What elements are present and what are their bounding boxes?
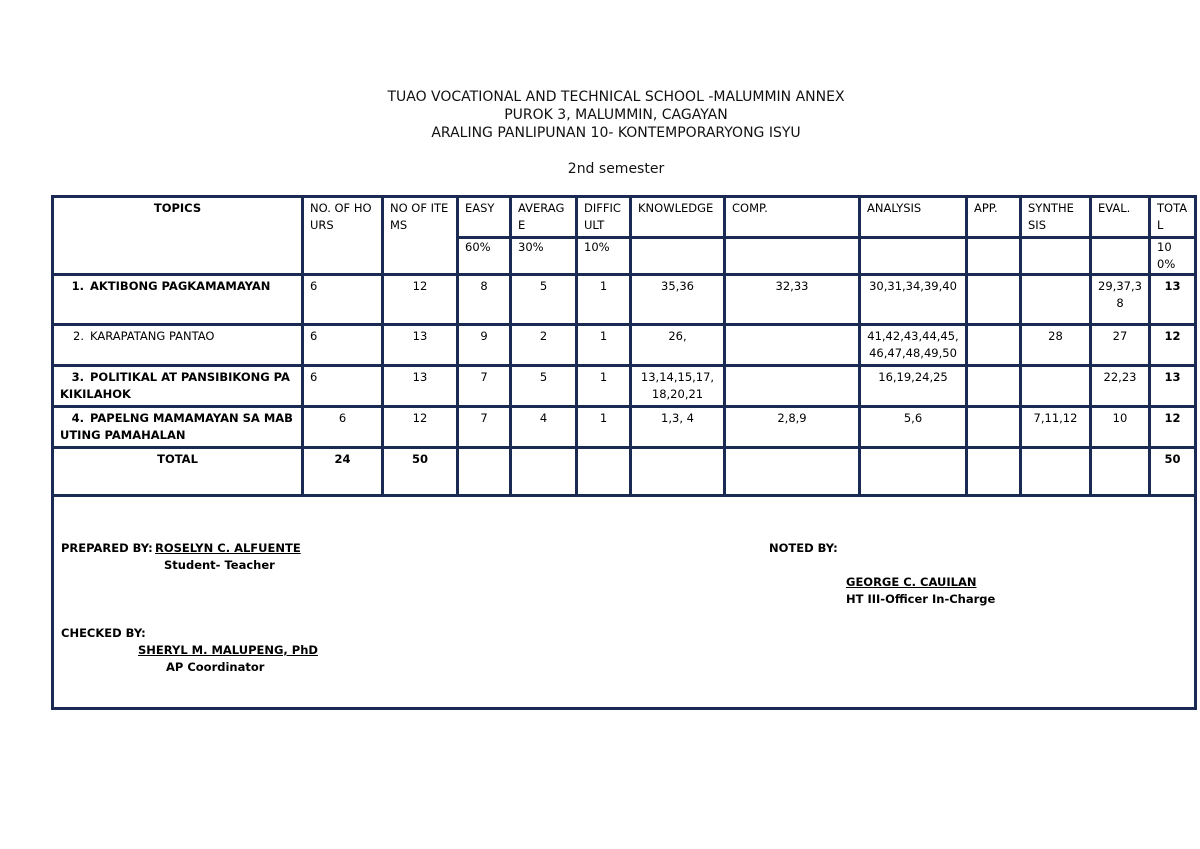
header-row (53, 197, 1196, 238)
semester-label: 2nd semester (567, 161, 665, 177)
col-header-difficult: DIFFIC ULT (577, 197, 631, 238)
empty-cell (631, 448, 725, 496)
topic-cell (53, 275, 303, 325)
noted-by-name: GEORGE C. CAUILAN (846, 575, 977, 589)
average-cell: 2 (511, 325, 577, 366)
hours-cell: 6 (303, 275, 383, 325)
empty-cell (1091, 448, 1150, 496)
synthesis-cell (1021, 366, 1091, 407)
analysis-cell: 30,31,34,39,40 (860, 275, 967, 325)
pct-comp (725, 238, 860, 275)
topic-cell (53, 325, 303, 366)
easy-cell: 7 (458, 407, 511, 448)
items-cell: 13 (383, 325, 458, 366)
col-header-easy: EASY (458, 197, 511, 238)
topic-name: POLITIKAL AT PANSIBIKONG PAKIKILAHOK (60, 370, 290, 401)
col-header-hours: NO. OF HOURS (303, 197, 383, 275)
col-header-total: TOTA L (1150, 197, 1196, 238)
prepared-by-label: PREPARED BY: (61, 541, 153, 555)
topic-name: KARAPATANG PANTAO (90, 329, 215, 343)
col-header-comp: COMP. (725, 197, 860, 238)
empty-cell (1021, 448, 1091, 496)
pct-average: 30% (511, 238, 577, 275)
pct-knowledge (631, 238, 725, 275)
empty-cell (577, 448, 631, 496)
totals-items: 50 (383, 448, 458, 496)
table-row (53, 325, 1196, 366)
col-header-analysis: ANALYSIS (860, 197, 967, 238)
items-cell: 12 (383, 275, 458, 325)
difficult-cell: 1 (577, 325, 631, 366)
school-name: TUAO VOCATIONAL AND TECHNICAL SCHOOL -MALUMMIN ANNEX (387, 89, 845, 105)
totals-total: 50 (1150, 448, 1196, 496)
synthesis-cell: 28 (1021, 325, 1091, 366)
checked-by-label: CHECKED BY: (61, 626, 146, 640)
table-of-specifications (51, 195, 1197, 710)
topic-name: AKTIBONG PAGKAMAMAYAN (90, 279, 271, 293)
difficult-cell: 1 (577, 407, 631, 448)
items-cell: 12 (383, 407, 458, 448)
synthesis-cell: 7,11,12 (1021, 407, 1091, 448)
prepared-by-role: Student- Teacher (164, 558, 275, 572)
average-cell: 5 (511, 275, 577, 325)
col-header-eval: EVAL. (1091, 197, 1150, 238)
totals-row (53, 448, 1196, 496)
pct-easy: 60% (458, 238, 511, 275)
subject-title: ARALING PANLIPUNAN 10- KONTEMPORARYONG ISYU (431, 125, 801, 141)
signature-block (54, 497, 1194, 707)
knowledge-cell: 13,14,15,17, 18,20,21 (631, 366, 725, 407)
comp-cell (725, 325, 860, 366)
comp-cell: 2,8,9 (725, 407, 860, 448)
pct-total: 100% (1150, 238, 1196, 275)
analysis-cell: 5,6 (860, 407, 967, 448)
app-cell (967, 366, 1021, 407)
table-row (53, 366, 1196, 407)
total-cell: 13 (1150, 275, 1196, 325)
signature-row (53, 496, 1196, 709)
app-cell (967, 325, 1021, 366)
knowledge-cell: 26, (631, 325, 725, 366)
topic-number: 3. (71, 370, 84, 384)
pct-app (967, 238, 1021, 275)
eval-cell: 29,37,3 8 (1091, 275, 1150, 325)
difficult-cell: 1 (577, 275, 631, 325)
prepared-by-name: ROSELYN C. ALFUENTE (155, 541, 301, 555)
pct-difficult: 10% (577, 238, 631, 275)
totals-hours: 24 (303, 448, 383, 496)
empty-cell (511, 448, 577, 496)
eval-cell: 10 (1091, 407, 1150, 448)
knowledge-cell: 35,36 (631, 275, 725, 325)
pct-analysis (860, 238, 967, 275)
document-header (0, 88, 1200, 178)
table-row (53, 275, 1196, 325)
empty-cell (860, 448, 967, 496)
easy-cell: 8 (458, 275, 511, 325)
topic-name: PAPELNG MAMAMAYAN SA MABUTING PAMAHALAN (60, 411, 293, 442)
eval-cell: 27 (1091, 325, 1150, 366)
col-header-synthesis: SYNTHE SIS (1021, 197, 1091, 238)
signature-cell (53, 496, 1196, 709)
average-cell: 5 (511, 366, 577, 407)
topic-number: 4. (71, 411, 84, 425)
hours-cell: 6 (303, 407, 383, 448)
checked-by-role: AP Coordinator (166, 660, 265, 674)
col-header-average: AVERAG E (511, 197, 577, 238)
topic-cell (53, 366, 303, 407)
analysis-cell: 16,19,24,25 (860, 366, 967, 407)
hours-cell: 6 (303, 325, 383, 366)
col-header-app: APP. (967, 197, 1021, 238)
total-cell: 12 (1150, 325, 1196, 366)
topic-cell (53, 407, 303, 448)
empty-cell (725, 448, 860, 496)
easy-cell: 9 (458, 325, 511, 366)
comp-cell (725, 366, 860, 407)
eval-cell: 22,23 (1091, 366, 1150, 407)
topic-number: 2. (73, 329, 84, 343)
app-cell (967, 275, 1021, 325)
difficult-cell: 1 (577, 366, 631, 407)
empty-cell (967, 448, 1021, 496)
col-header-items: NO OF ITEMS (383, 197, 458, 275)
noted-by-role: HT III-Officer In-Charge (846, 592, 996, 606)
easy-cell: 7 (458, 366, 511, 407)
topic-number: 1. (71, 279, 84, 293)
totals-label: TOTAL (53, 448, 303, 496)
average-cell: 4 (511, 407, 577, 448)
total-cell: 12 (1150, 407, 1196, 448)
hours-cell: 6 (303, 366, 383, 407)
comp-cell: 32,33 (725, 275, 860, 325)
pct-eval (1091, 238, 1150, 275)
knowledge-cell: 1,3, 4 (631, 407, 725, 448)
school-address: PUROK 3, MALUMMIN, CAGAYAN (504, 107, 728, 123)
checked-by-name: SHERYL M. MALUPENG, PhD (138, 643, 318, 657)
noted-by-label: NOTED BY: (769, 541, 838, 555)
col-header-knowledge: KNOWLEDGE (631, 197, 725, 238)
app-cell (967, 407, 1021, 448)
pct-synthesis (1021, 238, 1091, 275)
total-cell: 13 (1150, 366, 1196, 407)
items-cell: 13 (383, 366, 458, 407)
table-row (53, 407, 1196, 448)
empty-cell (458, 448, 511, 496)
analysis-cell: 41,42,43,44,45, 46,47,48,49,50 (860, 325, 967, 366)
col-header-topics: TOPICS (53, 197, 303, 275)
synthesis-cell (1021, 275, 1091, 325)
